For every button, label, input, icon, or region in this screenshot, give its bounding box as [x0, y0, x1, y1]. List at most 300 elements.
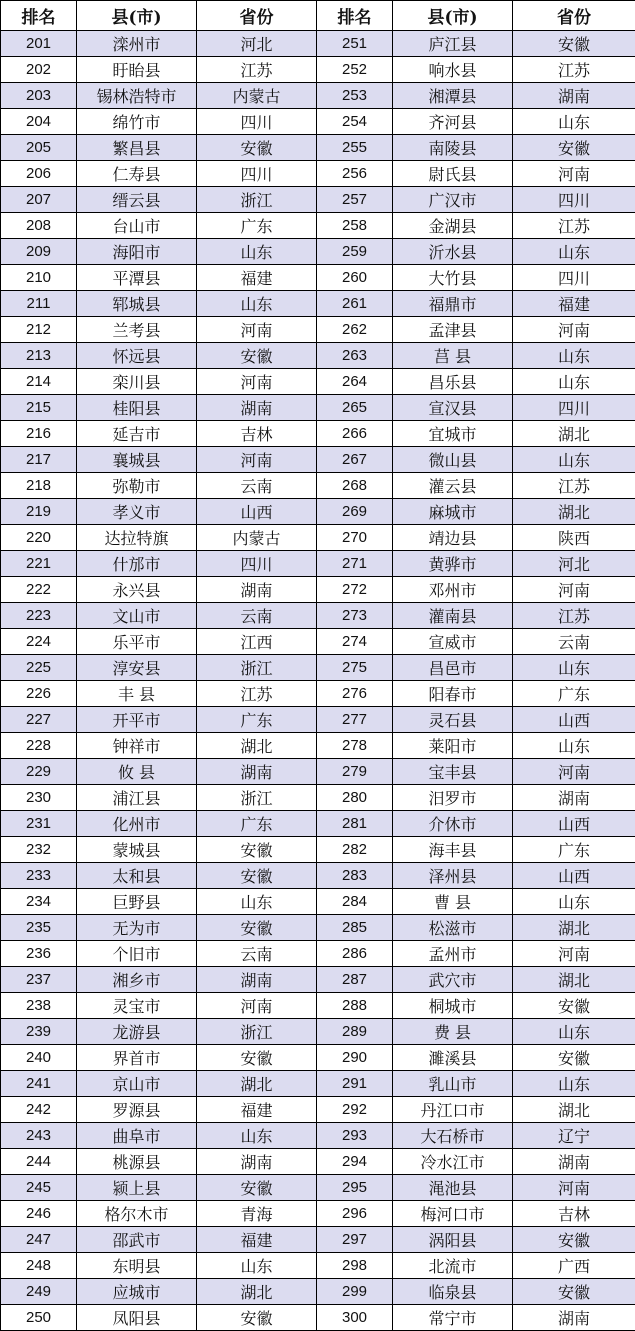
table-row	[1, 1149, 635, 1175]
header-row	[1, 1, 635, 31]
province-cell: 云南	[197, 941, 317, 967]
rank-cell: 280	[317, 785, 393, 811]
county-cell: 兰考县	[77, 317, 197, 343]
county-cell: 汨罗市	[393, 785, 513, 811]
province-cell: 吉林	[197, 421, 317, 447]
rank-cell: 257	[317, 187, 393, 213]
province-cell: 河南	[513, 161, 635, 187]
table-row	[1, 57, 635, 83]
county-cell: 乳山市	[393, 1071, 513, 1097]
table-row	[1, 473, 635, 499]
province-cell: 河南	[197, 447, 317, 473]
province-cell: 吉林	[513, 1201, 635, 1227]
table-row	[1, 187, 635, 213]
county-cell: 盱眙县	[77, 57, 197, 83]
rank-cell: 216	[1, 421, 77, 447]
rank-cell: 220	[1, 525, 77, 551]
county-cell: 绵竹市	[77, 109, 197, 135]
table-row	[1, 343, 635, 369]
province-cell: 湖北	[513, 421, 635, 447]
county-cell: 格尔木市	[77, 1201, 197, 1227]
province-cell: 浙江	[197, 1019, 317, 1045]
rank-cell: 270	[317, 525, 393, 551]
county-cell: 莒 县	[393, 343, 513, 369]
county-cell: 沂水县	[393, 239, 513, 265]
county-cell: 郓城县	[77, 291, 197, 317]
table-row	[1, 889, 635, 915]
province-cell: 广东	[197, 811, 317, 837]
county-cell: 文山市	[77, 603, 197, 629]
table-row	[1, 447, 635, 473]
county-cell: 永兴县	[77, 577, 197, 603]
province-cell: 山东	[513, 109, 635, 135]
rank-cell: 214	[1, 369, 77, 395]
table-row	[1, 213, 635, 239]
county-cell: 京山市	[77, 1071, 197, 1097]
table-row	[1, 369, 635, 395]
rank-cell: 215	[1, 395, 77, 421]
table-row	[1, 161, 635, 187]
county-cell: 福鼎市	[393, 291, 513, 317]
province-cell: 福建	[197, 1097, 317, 1123]
province-cell: 河北	[197, 31, 317, 57]
province-cell: 广东	[197, 213, 317, 239]
table-row	[1, 733, 635, 759]
province-cell: 云南	[197, 603, 317, 629]
county-cell: 怀远县	[77, 343, 197, 369]
rank-cell: 224	[1, 629, 77, 655]
rank-cell: 285	[317, 915, 393, 941]
province-cell: 安徽	[197, 1045, 317, 1071]
county-cell: 孟津县	[393, 317, 513, 343]
county-cell: 缙云县	[77, 187, 197, 213]
county-cell: 巨野县	[77, 889, 197, 915]
province-cell: 河北	[513, 551, 635, 577]
rank-cell: 284	[317, 889, 393, 915]
province-cell: 青海	[197, 1201, 317, 1227]
rank-cell: 287	[317, 967, 393, 993]
province-cell: 河南	[513, 759, 635, 785]
province-cell: 安徽	[197, 1305, 317, 1331]
county-cell: 微山县	[393, 447, 513, 473]
county-cell: 灌云县	[393, 473, 513, 499]
county-cell: 麻城市	[393, 499, 513, 525]
rank-cell: 251	[317, 31, 393, 57]
province-cell: 山东	[197, 1253, 317, 1279]
province-cell: 山东	[513, 369, 635, 395]
rank-cell: 266	[317, 421, 393, 447]
province-cell: 湖南	[513, 83, 635, 109]
table-row	[1, 629, 635, 655]
province-cell: 山东	[197, 889, 317, 915]
table-row	[1, 1123, 635, 1149]
county-cell: 邵武市	[77, 1227, 197, 1253]
table-body	[1, 31, 635, 1331]
county-cell: 宣汉县	[393, 395, 513, 421]
rank-cell: 219	[1, 499, 77, 525]
county-cell: 莱阳市	[393, 733, 513, 759]
rank-cell: 221	[1, 551, 77, 577]
county-cell: 费 县	[393, 1019, 513, 1045]
rank-cell: 252	[317, 57, 393, 83]
rank-cell: 242	[1, 1097, 77, 1123]
province-cell: 安徽	[513, 1045, 635, 1071]
table-row	[1, 1305, 635, 1331]
table-row	[1, 1071, 635, 1097]
province-cell: 山东	[513, 889, 635, 915]
rank-cell: 273	[317, 603, 393, 629]
province-cell: 河南	[197, 369, 317, 395]
province-cell: 湖南	[197, 759, 317, 785]
province-cell: 湖南	[513, 785, 635, 811]
county-cell: 凤阳县	[77, 1305, 197, 1331]
county-cell: 丰 县	[77, 681, 197, 707]
province-cell: 江苏	[197, 681, 317, 707]
county-cell: 海丰县	[393, 837, 513, 863]
county-cell: 繁昌县	[77, 135, 197, 161]
province-cell: 安徽	[197, 863, 317, 889]
table-row	[1, 967, 635, 993]
county-cell: 界首市	[77, 1045, 197, 1071]
table-row	[1, 603, 635, 629]
rank-cell: 274	[317, 629, 393, 655]
province-cell: 湖北	[513, 499, 635, 525]
county-cell: 齐河县	[393, 109, 513, 135]
province-cell: 山东	[513, 733, 635, 759]
county-cell: 东明县	[77, 1253, 197, 1279]
province-cell: 安徽	[513, 135, 635, 161]
rank-cell: 240	[1, 1045, 77, 1071]
county-cell: 北流市	[393, 1253, 513, 1279]
province-cell: 湖北	[197, 1071, 317, 1097]
county-cell: 湘乡市	[77, 967, 197, 993]
rank-cell: 243	[1, 1123, 77, 1149]
province-cell: 河南	[513, 317, 635, 343]
county-cell: 什邡市	[77, 551, 197, 577]
province-cell: 广东	[513, 681, 635, 707]
county-cell: 黄骅市	[393, 551, 513, 577]
rank-cell: 269	[317, 499, 393, 525]
county-cell: 应城市	[77, 1279, 197, 1305]
province-cell: 浙江	[197, 655, 317, 681]
county-cell: 昌乐县	[393, 369, 513, 395]
rank-cell: 203	[1, 83, 77, 109]
province-cell: 安徽	[197, 1175, 317, 1201]
table-row	[1, 785, 635, 811]
county-cell: 滦州市	[77, 31, 197, 57]
county-cell: 台山市	[77, 213, 197, 239]
province-cell: 山东	[513, 1019, 635, 1045]
province-cell: 安徽	[513, 993, 635, 1019]
province-cell: 内蒙古	[197, 83, 317, 109]
header-rank-right: 排名	[317, 1, 393, 31]
rank-cell: 235	[1, 915, 77, 941]
province-cell: 河南	[197, 317, 317, 343]
province-cell: 福建	[197, 1227, 317, 1253]
rank-cell: 205	[1, 135, 77, 161]
rank-cell: 227	[1, 707, 77, 733]
county-cell: 松滋市	[393, 915, 513, 941]
rank-cell: 294	[317, 1149, 393, 1175]
province-cell: 河南	[197, 993, 317, 1019]
province-cell: 四川	[197, 109, 317, 135]
table-row	[1, 135, 635, 161]
province-cell: 安徽	[513, 31, 635, 57]
table-row	[1, 993, 635, 1019]
province-cell: 山西	[513, 811, 635, 837]
rank-cell: 231	[1, 811, 77, 837]
province-cell: 四川	[513, 187, 635, 213]
rank-cell: 222	[1, 577, 77, 603]
province-cell: 安徽	[513, 1279, 635, 1305]
rank-cell: 296	[317, 1201, 393, 1227]
table-row	[1, 1045, 635, 1071]
province-cell: 安徽	[197, 915, 317, 941]
header-rank-left: 排名	[1, 1, 77, 31]
table-row	[1, 1227, 635, 1253]
county-cell: 蒙城县	[77, 837, 197, 863]
rank-cell: 300	[317, 1305, 393, 1331]
province-cell: 江苏	[513, 473, 635, 499]
province-cell: 湖南	[197, 1149, 317, 1175]
county-cell: 罗源县	[77, 1097, 197, 1123]
rank-cell: 299	[317, 1279, 393, 1305]
table-row	[1, 1201, 635, 1227]
rank-cell: 261	[317, 291, 393, 317]
county-cell: 化州市	[77, 811, 197, 837]
county-cell: 攸 县	[77, 759, 197, 785]
table-row	[1, 265, 635, 291]
province-cell: 山西	[513, 863, 635, 889]
header-province-left: 省份	[197, 1, 317, 31]
county-cell: 宜城市	[393, 421, 513, 447]
table-row	[1, 759, 635, 785]
province-cell: 湖南	[197, 395, 317, 421]
province-cell: 山东	[197, 239, 317, 265]
rank-cell: 210	[1, 265, 77, 291]
table-row	[1, 395, 635, 421]
province-cell: 安徽	[197, 343, 317, 369]
rank-cell: 263	[317, 343, 393, 369]
rank-cell: 258	[317, 213, 393, 239]
county-cell: 靖边县	[393, 525, 513, 551]
province-cell: 广西	[513, 1253, 635, 1279]
province-cell: 安徽	[197, 837, 317, 863]
rank-cell: 277	[317, 707, 393, 733]
rank-cell: 232	[1, 837, 77, 863]
county-cell: 大竹县	[393, 265, 513, 291]
rank-cell: 218	[1, 473, 77, 499]
table-row	[1, 1097, 635, 1123]
county-cell: 太和县	[77, 863, 197, 889]
county-cell: 无为市	[77, 915, 197, 941]
province-cell: 山东	[513, 447, 635, 473]
rank-cell: 213	[1, 343, 77, 369]
province-cell: 河南	[513, 941, 635, 967]
rank-cell: 223	[1, 603, 77, 629]
county-cell: 平潭县	[77, 265, 197, 291]
rank-cell: 290	[317, 1045, 393, 1071]
rank-cell: 292	[317, 1097, 393, 1123]
county-cell: 渑池县	[393, 1175, 513, 1201]
rank-cell: 208	[1, 213, 77, 239]
county-cell: 常宁市	[393, 1305, 513, 1331]
table-row	[1, 915, 635, 941]
county-cell: 开平市	[77, 707, 197, 733]
province-cell: 辽宁	[513, 1123, 635, 1149]
province-cell: 湖南	[513, 1149, 635, 1175]
province-cell: 山东	[197, 291, 317, 317]
province-cell: 四川	[197, 551, 317, 577]
county-cell: 武穴市	[393, 967, 513, 993]
rank-cell: 236	[1, 941, 77, 967]
rank-cell: 212	[1, 317, 77, 343]
province-cell: 云南	[513, 629, 635, 655]
rank-cell: 228	[1, 733, 77, 759]
province-cell: 浙江	[197, 785, 317, 811]
table-row	[1, 863, 635, 889]
county-cell: 颍上县	[77, 1175, 197, 1201]
county-cell: 曲阜市	[77, 1123, 197, 1149]
rank-cell: 248	[1, 1253, 77, 1279]
province-cell: 湖北	[197, 733, 317, 759]
table-row	[1, 291, 635, 317]
rank-cell: 202	[1, 57, 77, 83]
rank-cell: 249	[1, 1279, 77, 1305]
province-cell: 江苏	[197, 57, 317, 83]
county-cell: 桃源县	[77, 1149, 197, 1175]
table-row	[1, 525, 635, 551]
rank-cell: 254	[317, 109, 393, 135]
county-cell: 丹江口市	[393, 1097, 513, 1123]
province-cell: 安徽	[197, 135, 317, 161]
province-cell: 四川	[513, 395, 635, 421]
county-cell: 弥勒市	[77, 473, 197, 499]
province-cell: 内蒙古	[197, 525, 317, 551]
county-cell: 介休市	[393, 811, 513, 837]
county-cell: 桐城市	[393, 993, 513, 1019]
province-cell: 福建	[197, 265, 317, 291]
county-cell: 龙游县	[77, 1019, 197, 1045]
rank-cell: 259	[317, 239, 393, 265]
table-row	[1, 31, 635, 57]
rank-cell: 244	[1, 1149, 77, 1175]
rank-cell: 209	[1, 239, 77, 265]
province-cell: 四川	[197, 161, 317, 187]
rank-cell: 282	[317, 837, 393, 863]
header-province-right: 省份	[513, 1, 635, 31]
rank-cell: 256	[317, 161, 393, 187]
table-row	[1, 317, 635, 343]
province-cell: 山东	[513, 239, 635, 265]
rank-cell: 253	[317, 83, 393, 109]
county-cell: 阳春市	[393, 681, 513, 707]
county-cell: 孟州市	[393, 941, 513, 967]
table-row	[1, 707, 635, 733]
rank-cell: 267	[317, 447, 393, 473]
county-cell: 栾川县	[77, 369, 197, 395]
table-row	[1, 421, 635, 447]
county-cell: 灌南县	[393, 603, 513, 629]
province-cell: 湖南	[513, 1305, 635, 1331]
table-row	[1, 681, 635, 707]
county-cell: 冷水江市	[393, 1149, 513, 1175]
province-cell: 福建	[513, 291, 635, 317]
county-cell: 淳安县	[77, 655, 197, 681]
table-row	[1, 655, 635, 681]
county-cell: 响水县	[393, 57, 513, 83]
table-row	[1, 1175, 635, 1201]
table-row	[1, 1019, 635, 1045]
province-cell: 江苏	[513, 213, 635, 239]
rank-cell: 207	[1, 187, 77, 213]
rank-cell: 201	[1, 31, 77, 57]
county-cell: 襄城县	[77, 447, 197, 473]
county-cell: 乐平市	[77, 629, 197, 655]
rank-cell: 211	[1, 291, 77, 317]
rank-cell: 246	[1, 1201, 77, 1227]
province-cell: 山东	[513, 1071, 635, 1097]
rank-cell: 288	[317, 993, 393, 1019]
province-cell: 山西	[513, 707, 635, 733]
table-row	[1, 837, 635, 863]
rank-cell: 247	[1, 1227, 77, 1253]
rank-cell: 279	[317, 759, 393, 785]
rank-cell: 289	[317, 1019, 393, 1045]
province-cell: 山东	[513, 655, 635, 681]
county-cell: 仁寿县	[77, 161, 197, 187]
county-cell: 孝义市	[77, 499, 197, 525]
rank-cell: 286	[317, 941, 393, 967]
rank-cell: 237	[1, 967, 77, 993]
rank-cell: 268	[317, 473, 393, 499]
province-cell: 山西	[197, 499, 317, 525]
county-cell: 邓州市	[393, 577, 513, 603]
rank-cell: 241	[1, 1071, 77, 1097]
rank-cell: 250	[1, 1305, 77, 1331]
province-cell: 广东	[513, 837, 635, 863]
county-cell: 临泉县	[393, 1279, 513, 1305]
rank-cell: 297	[317, 1227, 393, 1253]
county-cell: 涡阳县	[393, 1227, 513, 1253]
province-cell: 湖南	[197, 577, 317, 603]
rank-cell: 275	[317, 655, 393, 681]
rank-cell: 298	[317, 1253, 393, 1279]
rank-cell: 281	[317, 811, 393, 837]
rank-cell: 238	[1, 993, 77, 1019]
table-row	[1, 239, 635, 265]
rank-cell: 295	[317, 1175, 393, 1201]
rank-cell: 234	[1, 889, 77, 915]
rank-cell: 233	[1, 863, 77, 889]
province-cell: 山东	[513, 343, 635, 369]
county-cell: 浦江县	[77, 785, 197, 811]
table-row	[1, 109, 635, 135]
table-row	[1, 941, 635, 967]
county-cell: 大石桥市	[393, 1123, 513, 1149]
table-header	[1, 1, 635, 31]
province-cell: 湖北	[513, 1097, 635, 1123]
rank-cell: 230	[1, 785, 77, 811]
table-row	[1, 811, 635, 837]
rank-cell: 262	[317, 317, 393, 343]
province-cell: 湖北	[513, 967, 635, 993]
table-row	[1, 577, 635, 603]
province-cell: 河南	[513, 1175, 635, 1201]
county-cell: 个旧市	[77, 941, 197, 967]
rank-cell: 204	[1, 109, 77, 135]
province-cell: 安徽	[513, 1227, 635, 1253]
